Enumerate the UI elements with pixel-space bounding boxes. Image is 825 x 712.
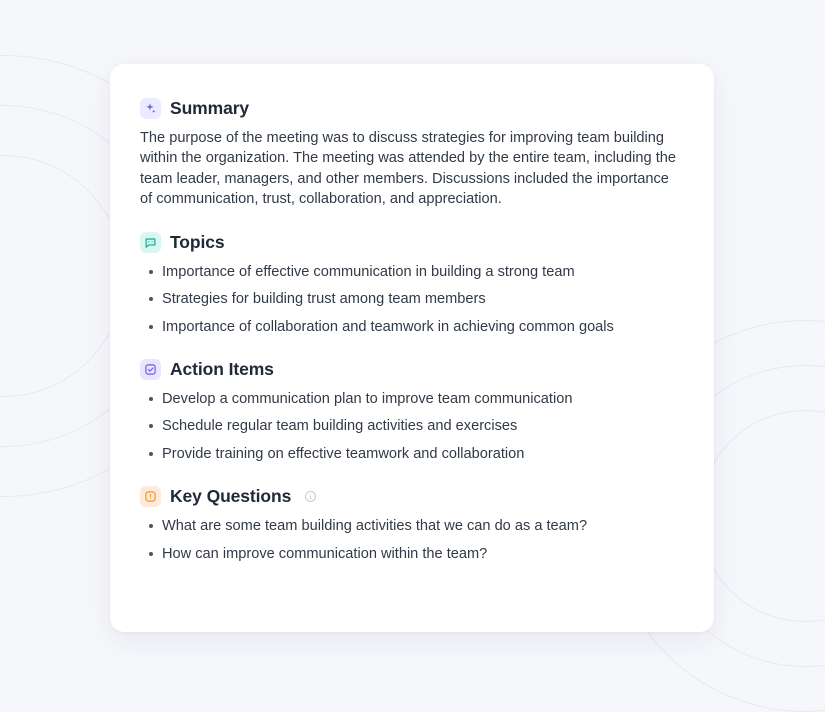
list-item: What are some team building activities that we can do as a team? (162, 516, 684, 536)
question-badge-icon (140, 486, 161, 507)
section-title-topics: Topics (170, 231, 225, 252)
check-square-icon (140, 359, 161, 380)
list-item: Importance of collaboration and teamwork in achieving common goals (162, 317, 684, 337)
background-ring-right-small (699, 410, 825, 622)
section-header-summary (140, 98, 684, 119)
section-title-key-questions: Key Questions (170, 486, 292, 507)
meeting-notes-card (110, 64, 714, 632)
list-item: Schedule regular team building activities and exercises (162, 416, 684, 436)
background-ring-left-small (0, 155, 124, 397)
section-action-items (140, 359, 684, 464)
section-header-topics (140, 232, 684, 253)
key-questions-list (140, 516, 684, 564)
chat-bubble-icon (140, 232, 161, 253)
summary-paragraph: The purpose of the meeting was to discuss strategies for improving team building within the organization. The meeting was attended by the entire team, including the team leader, managers, and other members. Discussions included the importance of communication, trust, collaboration, and appreciation. (140, 130, 676, 208)
action-items-list (140, 389, 684, 464)
section-key-questions (140, 486, 684, 564)
section-summary (140, 98, 684, 210)
section-header-action-items (140, 359, 684, 380)
list-item: How can improve communication within the team? (162, 544, 684, 564)
sparkle-icon (140, 98, 161, 119)
section-title-summary: Summary (170, 98, 250, 118)
section-topics (140, 232, 684, 337)
section-header-key-questions (140, 486, 684, 507)
section-title-action-items: Action Items (170, 358, 274, 379)
list-item: Develop a communication plan to improve team communication (162, 389, 684, 409)
info-circle-icon[interactable] (304, 490, 317, 503)
list-item: Strategies for building trust among team members (162, 289, 684, 309)
topics-list (140, 262, 684, 337)
list-item: Importance of effective communication in building a strong team (162, 262, 684, 282)
list-item: Provide training on effective teamwork and collaboration (162, 444, 684, 464)
